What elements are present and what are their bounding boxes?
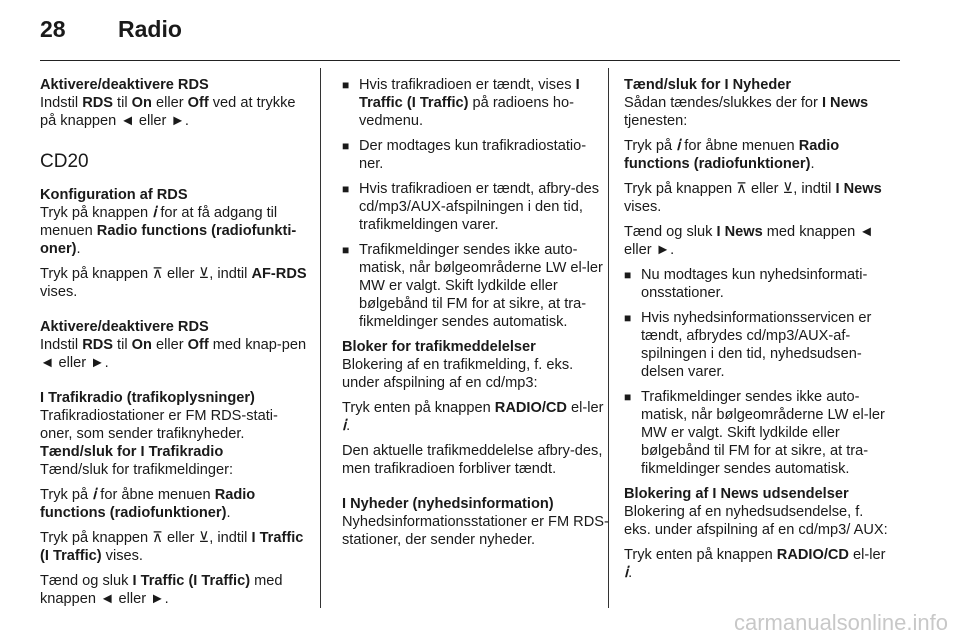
paragraph: Tryk på ⅰ for åbne menuen Radio functions (radiofunktioner). bbox=[40, 487, 256, 521]
page-title: Radio bbox=[118, 16, 182, 42]
paragraph: Tryk enten på knappen RADIO/CD el-ler ⅰ. bbox=[342, 400, 604, 434]
column-2 bbox=[342, 76, 610, 549]
info-icon: ⅰ bbox=[342, 418, 347, 434]
info-icon: ⅰ bbox=[676, 138, 681, 154]
info-icon: ⅰ bbox=[624, 565, 629, 581]
heading-trafikradio: I Trafikradio (trafikoplysninger) bbox=[40, 390, 255, 406]
list-item: ■ Hvis trafikradioen er tændt, vises I Traffic (I Traffic) på radioens ho-vedmenu. bbox=[342, 76, 610, 130]
list-item: ■ Hvis nyhedsinformationsservicen er tændt, afbrydes cd/mp3/AUX-af-spilningen i den tid, nyhedsudsen-delsen varer. bbox=[624, 309, 892, 381]
column-3 bbox=[624, 76, 892, 582]
bullet-list bbox=[624, 266, 892, 478]
heading-blokering-news: Blokering af I News udsendelser bbox=[624, 486, 849, 502]
header-rule bbox=[40, 60, 900, 61]
paragraph: Tryk på knappen ⅰ for at få adgang til menuen Radio functions (radiofunkti-oner). bbox=[40, 205, 297, 257]
heading-bloker-trafik: Bloker for trafikmeddelelser bbox=[342, 339, 536, 355]
paragraph: Sådan tændes/slukkes der for I News tjenesten: bbox=[624, 95, 869, 129]
list-item: ■ Der modtages kun trafikradiostatio-ner. bbox=[342, 137, 610, 173]
arrow-down-icon: ⊻ bbox=[198, 266, 210, 282]
info-icon: ⅰ bbox=[152, 205, 157, 221]
bullet-list bbox=[342, 76, 610, 331]
paragraph: Tryk på knappen ⊼ eller ⊻, indtil AF-RDS vises. bbox=[40, 266, 307, 300]
arrow-up-icon: ⊼ bbox=[736, 181, 747, 197]
list-item: ■ Nu modtages kun nyhedsinformati-onsstationer. bbox=[624, 266, 892, 302]
page-number: 28 bbox=[40, 16, 66, 42]
heading-konfiguration-rds: Konfiguration af RDS bbox=[40, 187, 188, 203]
arrow-up-icon: ⊼ bbox=[152, 266, 163, 282]
paragraph: Tænd og sluk I News med knappen ◄ eller ►. bbox=[624, 224, 874, 258]
paragraph: Den aktuelle trafikmeddelelse afbry-des, men trafikradioen forbliver tændt. bbox=[342, 443, 603, 477]
paragraph: Tryk enten på knappen RADIO/CD el-ler ⅰ. bbox=[624, 547, 886, 581]
heading-nyheder: I Nyheder (nyhedsinformation) bbox=[342, 496, 554, 512]
paragraph: Blokering af en trafikmelding, f. eks. under afspilning af en cd/mp3: bbox=[342, 357, 574, 391]
heading-taend-sluk-nyheder: Tænd/sluk for I Nyheder bbox=[624, 77, 792, 93]
arrow-up-icon: ⊼ bbox=[152, 530, 163, 546]
heading-taend-sluk-trafikradio: Tænd/sluk for I Trafikradio bbox=[40, 444, 224, 460]
arrow-down-icon: ⊻ bbox=[198, 530, 210, 546]
column-1 bbox=[40, 76, 308, 608]
list-item: ■ Hvis trafikradioen er tændt, afbry-des cd/mp3/AUX-afspilningen i den tid, trafikmeldingen varer. bbox=[342, 180, 610, 234]
arrow-down-icon: ⊻ bbox=[782, 181, 794, 197]
paragraph: Trafikradiostationer er FM RDS-stati-oner, som sender trafiknyheder. bbox=[40, 408, 278, 442]
list-item: ■ Trafikmeldinger sendes ikke auto-matisk, når bølgeområderne LW el-ler MW er valgt. Skift lydkilde eller bølgebånd til FM for at sikre, at tra-fikmeldinger sendes automatisk. bbox=[342, 241, 610, 331]
paragraph: Blokering af en nyhedsudsendelse, f. eks. under afspilning af en cd/mp3/ AUX: bbox=[624, 504, 888, 538]
heading-aktivere-rds-2: Aktivere/deaktivere RDS bbox=[40, 319, 209, 335]
column-divider bbox=[320, 68, 321, 608]
paragraph: Tænd/sluk for trafikmeldinger: bbox=[40, 462, 234, 478]
paragraph: Nyhedsinformationsstationer er FM RDS-stationer, der sender nyheder. bbox=[342, 514, 609, 548]
watermark: carmanualsonline.info bbox=[733, 610, 948, 635]
section-title-cd20: CD20 bbox=[40, 151, 89, 172]
paragraph: Tryk på ⅰ for åbne menuen Radio functions (radiofunktioner). bbox=[624, 138, 840, 172]
heading-aktivere-rds: Aktivere/deaktivere RDS bbox=[40, 77, 209, 93]
paragraph: Tænd og sluk I Traffic (I Traffic) med knappen ◄ eller ►. bbox=[40, 573, 283, 607]
paragraph: Tryk på knappen ⊼ eller ⊻, indtil I News vises. bbox=[624, 181, 882, 215]
paragraph: Tryk på knappen ⊼ eller ⊻, indtil I Traffic (I Traffic) vises. bbox=[40, 530, 304, 564]
paragraph: Indstil RDS til On eller Off ved at trykke på knappen ◄ eller ►. bbox=[40, 95, 296, 129]
paragraph: Indstil RDS til On eller Off med knap-pen ◄ eller ►. bbox=[40, 337, 307, 371]
list-item: ■ Trafikmeldinger sendes ikke auto-matisk, når bølgeområderne LW el-ler MW er valgt. Skift lydkilde eller bølgebånd til FM for at sikre, at tra-fikmeldinger sendes automatisk. bbox=[624, 388, 892, 478]
info-icon: ⅰ bbox=[92, 487, 97, 503]
